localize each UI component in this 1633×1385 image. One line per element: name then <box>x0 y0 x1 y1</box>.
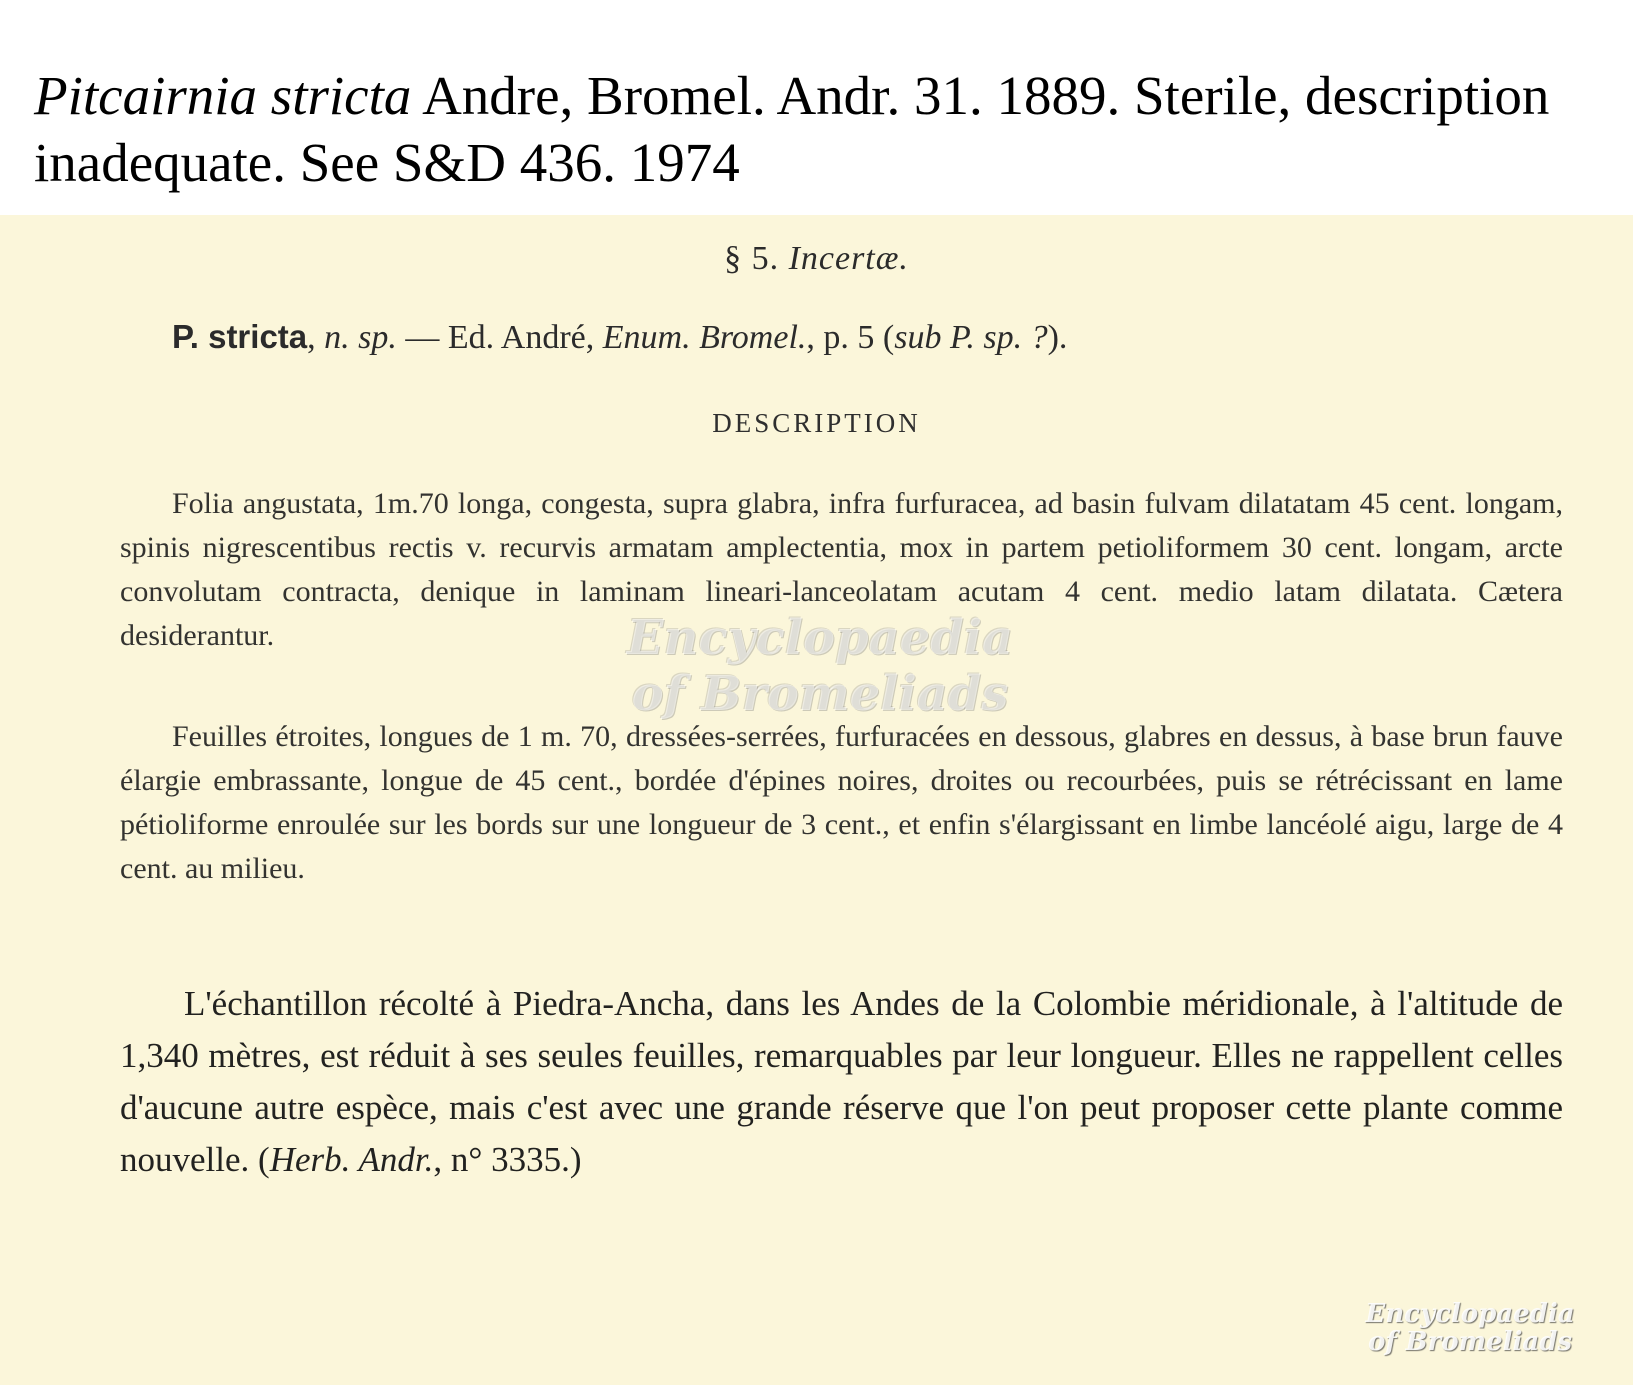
watermark-corner-line2: of Bromeliads <box>1367 1327 1573 1357</box>
caption-text <box>34 62 1614 196</box>
watermark-center-line1: Encyclopaedia <box>626 610 1014 666</box>
french-description: Feuilles étroites, longues de 1 m. 70, dressées-serrées, furfuracées en dessous, glabres en dessus, à base brun fauve élargie embrassante, longue de 45 cent., bordée d'épines noires, droites ou recourbées, puis se rétrécissant en lame pétioliforme enroulée sur les bords sur une longueur de 3 cent., et enfin s'élargissant en limbe lancéolé aigu, large de 4 cent. au milieu. <box>120 720 1563 885</box>
section-heading <box>0 240 1633 278</box>
species-sub: sub P. sp. ? <box>894 319 1048 356</box>
caption-species-name: Pitcairnia stricta <box>34 65 412 126</box>
latin-description: Folia angustata, 1m.70 longa, congesta, supra glabra, infra furfuracea, ad basin fulvam dilatatam 45 cent. longam, spinis nigrescentibus rectis v. recurvis armatam amplectentia, mox in partem petioliformem 30 cent. longam, arcte convolutam contracta, denique in laminam lineari-lanceolatam acutam 4 cent. medio latam dilatata. Cætera desiderantur. <box>120 487 1563 652</box>
section-prefix: § 5. <box>724 240 789 277</box>
section-name: Incertæ. <box>788 240 909 277</box>
scanned-page <box>0 215 1633 1385</box>
species-author: — Ed. André, <box>396 319 603 356</box>
species-close: ). <box>1047 319 1068 356</box>
species-separator: , <box>307 319 325 356</box>
species-name: P. stricta <box>172 318 308 355</box>
caption-citation: Andre, Bromel. Andr. 31. 1889. Sterile, description inadequate. See S&D 436. 1974 <box>34 65 1550 193</box>
header-caption <box>0 0 1633 215</box>
specimen-note <box>120 978 1563 1186</box>
species-rank: n. sp. <box>324 319 397 356</box>
watermark-corner-line1: Encyclopaedia <box>1365 1299 1575 1329</box>
species-page: , p. 5 ( <box>806 319 895 356</box>
watermark-corner <box>1330 1300 1610 1356</box>
watermark-center-line2: of Bromeliads <box>631 666 1009 722</box>
note-text: L'échantillon récolté à Piedra-Ancha, dans les Andes de la Colombie méridionale, à l'altitude de 1,340 mètres, est réduit à ses seules feuilles, remarquables par leur longueur. Elles ne rappellent celles d'aucune autre espèce, mais c'est avec une grande réserve que l'on peut proposer cette plante comme nouvelle. ( <box>120 984 1563 1179</box>
species-entry-line <box>172 318 1067 357</box>
species-work: Enum. Bromel. <box>602 319 807 356</box>
description-heading: DESCRIPTION <box>712 408 921 438</box>
note-herbarium: Herb. Andr. <box>269 1140 434 1179</box>
note-number: , n° 3335.) <box>433 1140 582 1179</box>
